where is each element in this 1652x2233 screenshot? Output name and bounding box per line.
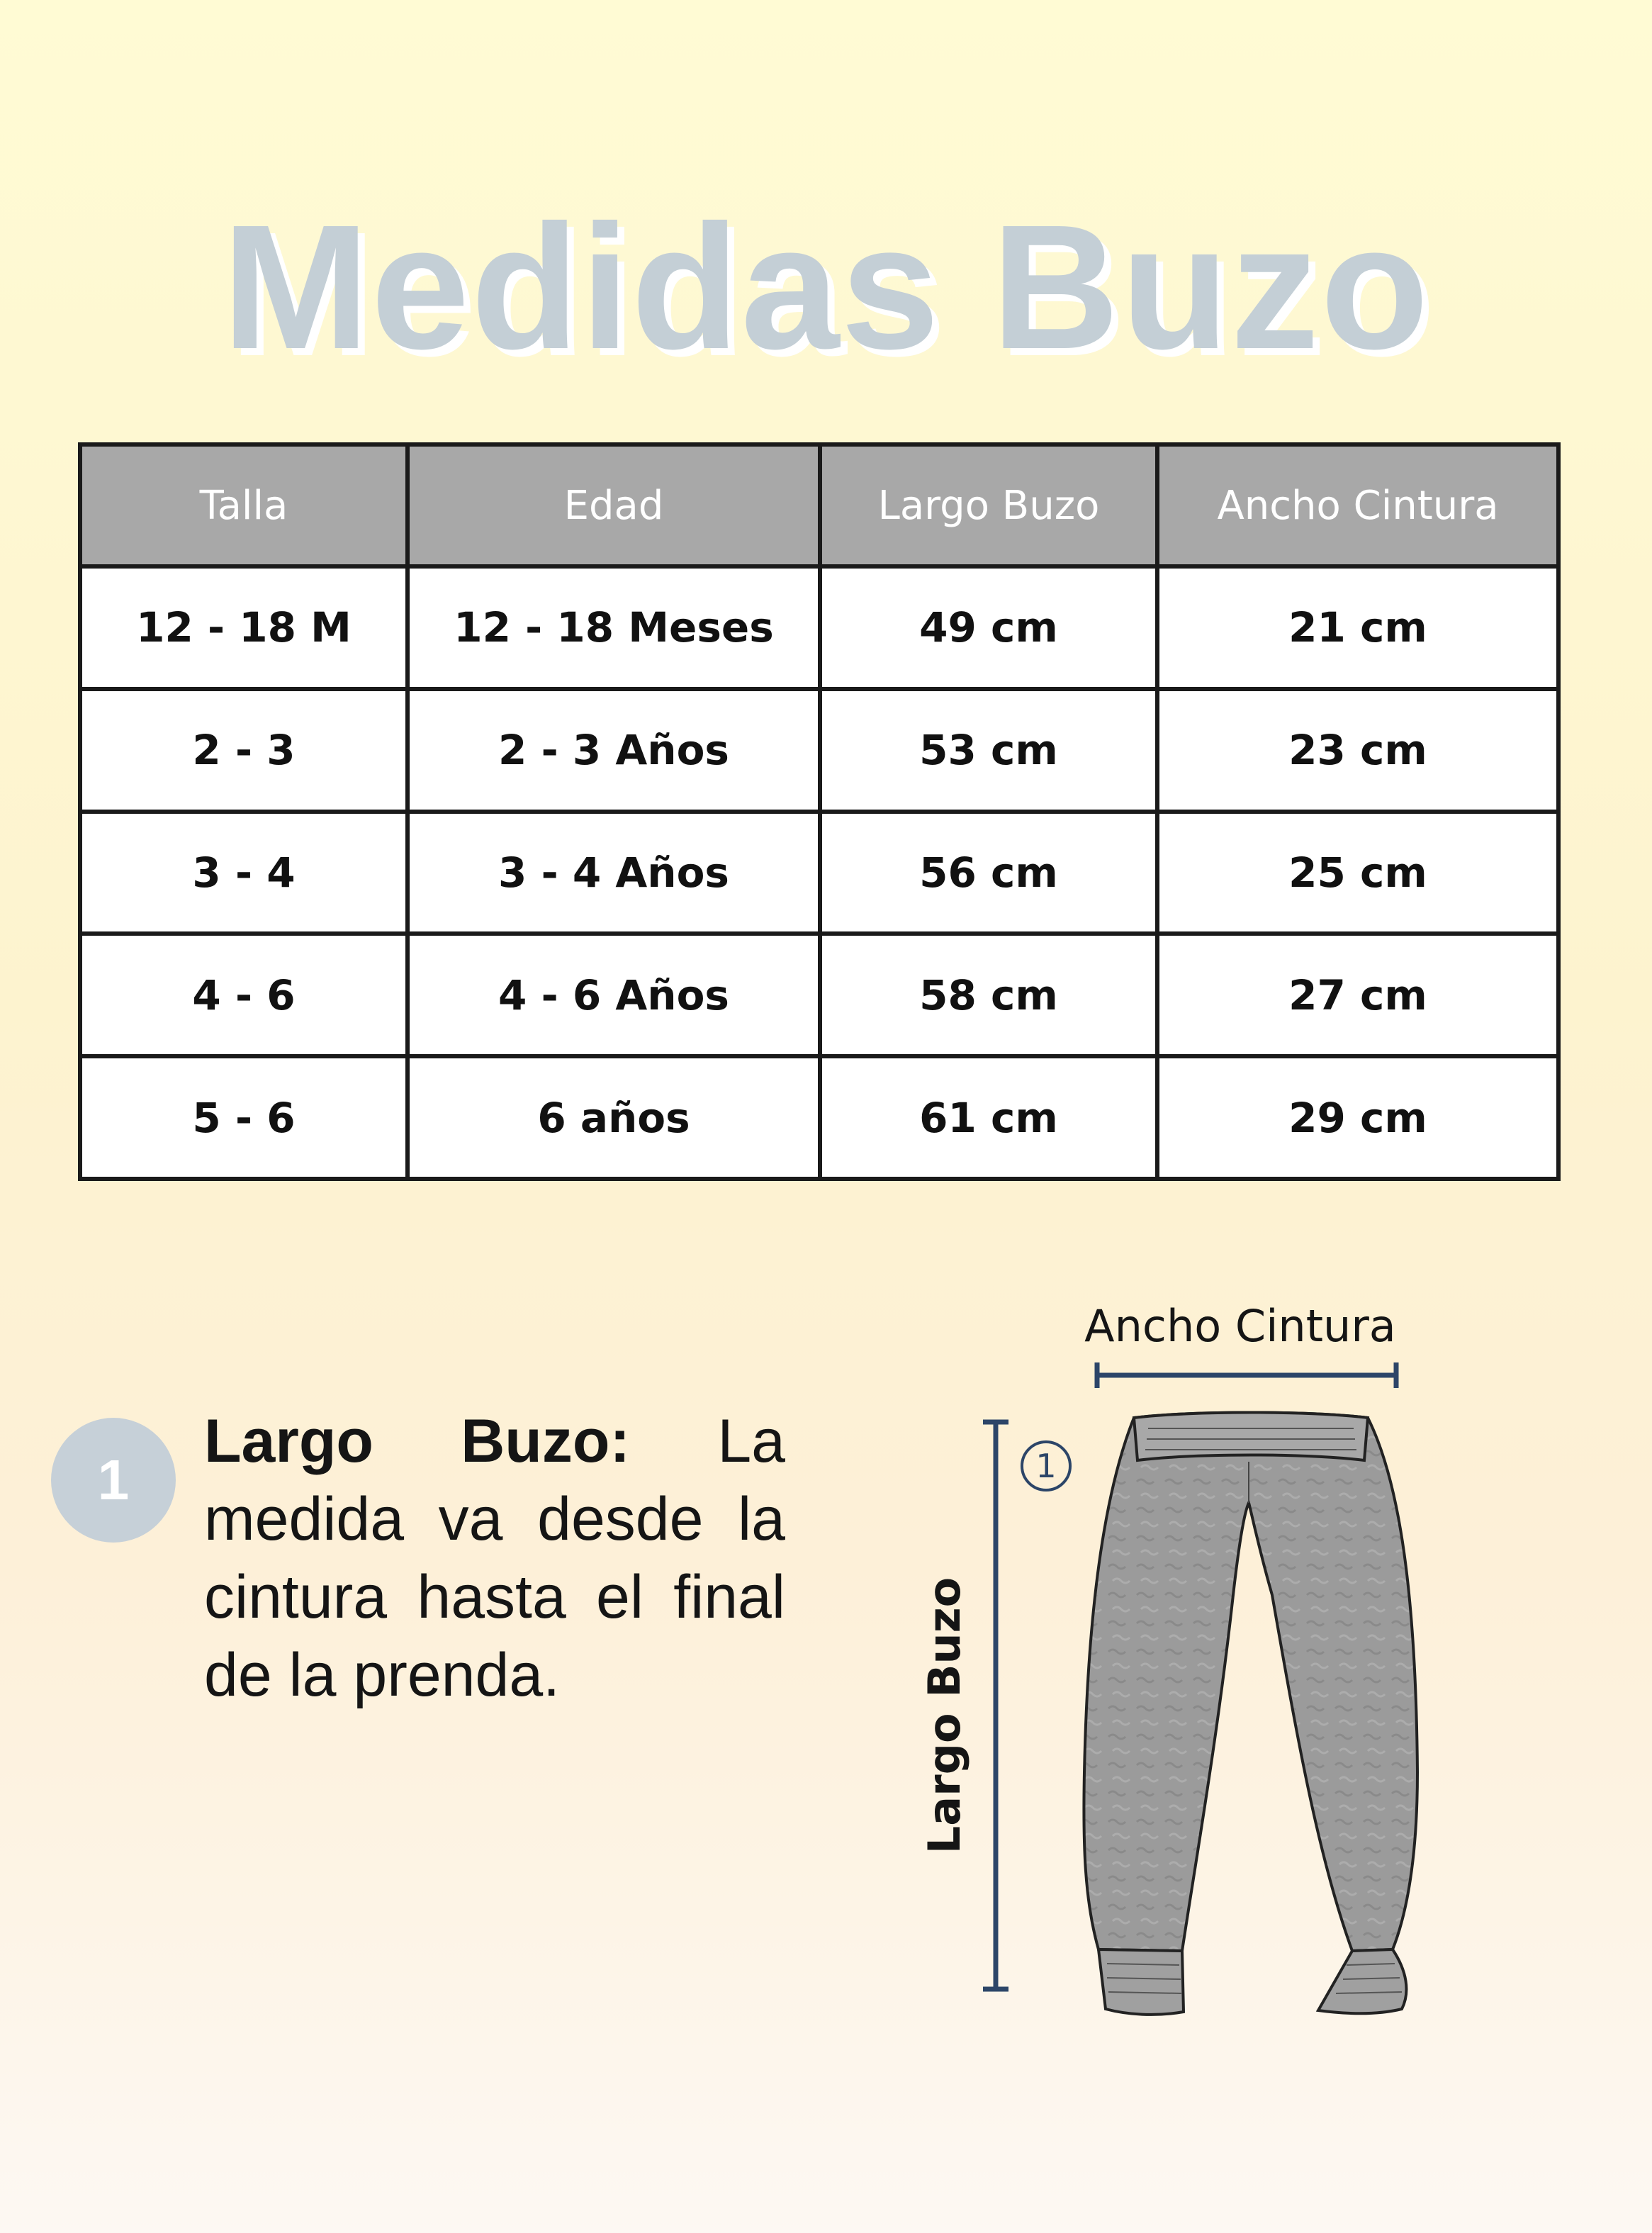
cell-talla: 3 - 4	[80, 812, 408, 934]
cell-largo-buzo: 53 cm	[820, 689, 1157, 812]
cell-edad: 12 - 18 Meses	[408, 566, 820, 689]
cell-largo-buzo: 56 cm	[820, 812, 1157, 934]
header-edad: Edad	[408, 444, 820, 566]
jogger-pants-icon	[1084, 1413, 1417, 2015]
cell-ancho-cintura: 21 cm	[1157, 566, 1558, 689]
cell-talla: 2 - 3	[80, 689, 408, 812]
cell-edad: 4 - 6 Años	[408, 934, 820, 1056]
description-lead: Largo Buzo:	[204, 1407, 631, 1475]
cell-talla: 5 - 6	[80, 1056, 408, 1179]
cell-edad: 3 - 4 Años	[408, 812, 820, 934]
cell-talla: 12 - 18 M	[80, 566, 408, 689]
length-label: Largo Buzo	[918, 1577, 970, 1854]
cell-largo-buzo: 58 cm	[820, 934, 1157, 1056]
cell-ancho-cintura: 29 cm	[1157, 1056, 1558, 1179]
cell-ancho-cintura: 27 cm	[1157, 934, 1558, 1056]
marker-number-circle: 1	[1021, 1440, 1072, 1492]
cell-largo-buzo: 49 cm	[820, 566, 1157, 689]
step-number-badge: 1	[51, 1418, 176, 1543]
waist-width-label: Ancho Cintura	[1084, 1300, 1396, 1352]
header-largo-buzo: Largo Buzo	[820, 444, 1157, 566]
header-talla: Talla	[80, 444, 408, 566]
waist-width-dimension-line	[1097, 1362, 1396, 1388]
description-text: La medida va desde la cintura hasta el final de la prenda.	[204, 1407, 785, 1709]
page-title: Medidas Buzo	[222, 188, 1430, 386]
cell-edad: 2 - 3 Años	[408, 689, 820, 812]
header-ancho-cintura: Ancho Cintura	[1157, 444, 1558, 566]
length-dimension-line	[983, 1422, 1008, 1989]
cell-talla: 4 - 6	[80, 934, 408, 1056]
cell-ancho-cintura: 25 cm	[1157, 812, 1558, 934]
cell-ancho-cintura: 23 cm	[1157, 689, 1558, 812]
cell-edad: 6 años	[408, 1056, 820, 1179]
cell-largo-buzo: 61 cm	[820, 1056, 1157, 1179]
